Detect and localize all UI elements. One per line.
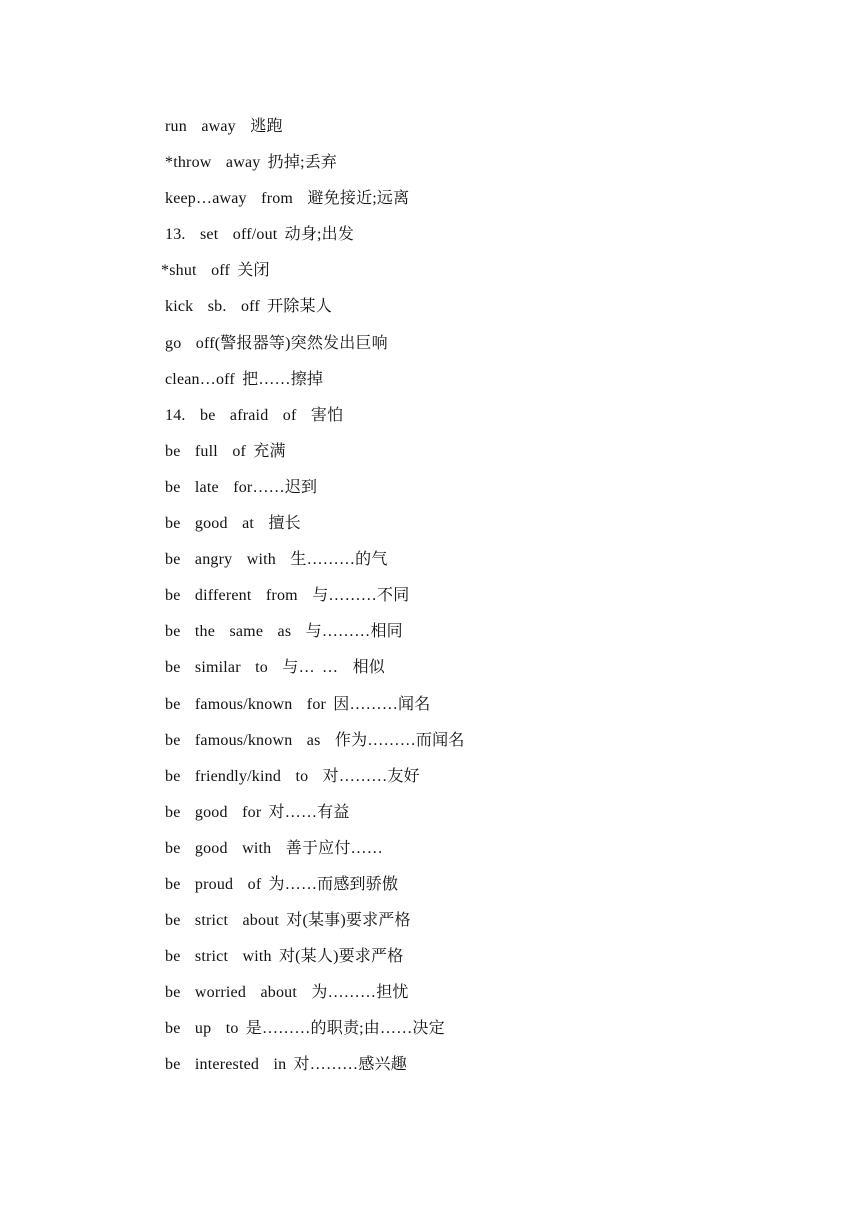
phrase-line: be the same as 与………相同 [165, 623, 403, 641]
phrase-line: *throw away 扔掉;丢弃 [165, 154, 338, 172]
phrase-line: be friendly/kind to 对………友好 [165, 767, 420, 785]
phrase-line: be interested in 对………感兴趣 [165, 1056, 407, 1074]
phrase-line: be up to 是………的职责;由……决定 [165, 1020, 445, 1038]
phrase-line: be good for 对……有益 [165, 803, 350, 821]
phrase-line: 13. set off/out 动身;出发 [165, 226, 355, 244]
phrase-line: go off(警报器等)突然发出巨响 [165, 334, 388, 352]
phrase-line: be strict about 对(某事)要求严格 [165, 912, 411, 930]
phrase-line: clean…off 把……擦掉 [165, 370, 324, 388]
phrase-line: run away 逃跑 [165, 118, 283, 135]
phrase-line: be good at 擅长 [165, 515, 301, 533]
phrase-line: be angry with 生………的气 [165, 551, 388, 569]
phrase-line: be strict with 对(某人)要求严格 [165, 948, 404, 966]
phrase-line: be different from 与………不同 [165, 587, 410, 605]
phrase-line: kick sb. off 开除某人 [165, 298, 332, 316]
phrase-line: be famous/known as 作为………而闻名 [165, 731, 465, 749]
phrase-line: be good with 善于应付…… [165, 839, 383, 857]
phrase-line: keep…away from 避免接近;远离 [165, 190, 410, 208]
phrase-line: be proud of 为……而感到骄傲 [165, 875, 399, 893]
phrase-line: *shut off 关闭 [161, 262, 270, 280]
phrase-line: be similar to 与… … 相似 [165, 659, 385, 677]
phrase-line: be late for……迟到 [165, 478, 318, 496]
phrase-line: 14. be afraid of 害怕 [165, 406, 344, 424]
phrase-list [161, 114, 465, 1089]
phrase-line: be famous/known for 因………闻名 [165, 695, 431, 713]
phrase-line: be worried about 为………担忧 [165, 984, 409, 1002]
phrase-line: be full of 充满 [165, 442, 286, 460]
